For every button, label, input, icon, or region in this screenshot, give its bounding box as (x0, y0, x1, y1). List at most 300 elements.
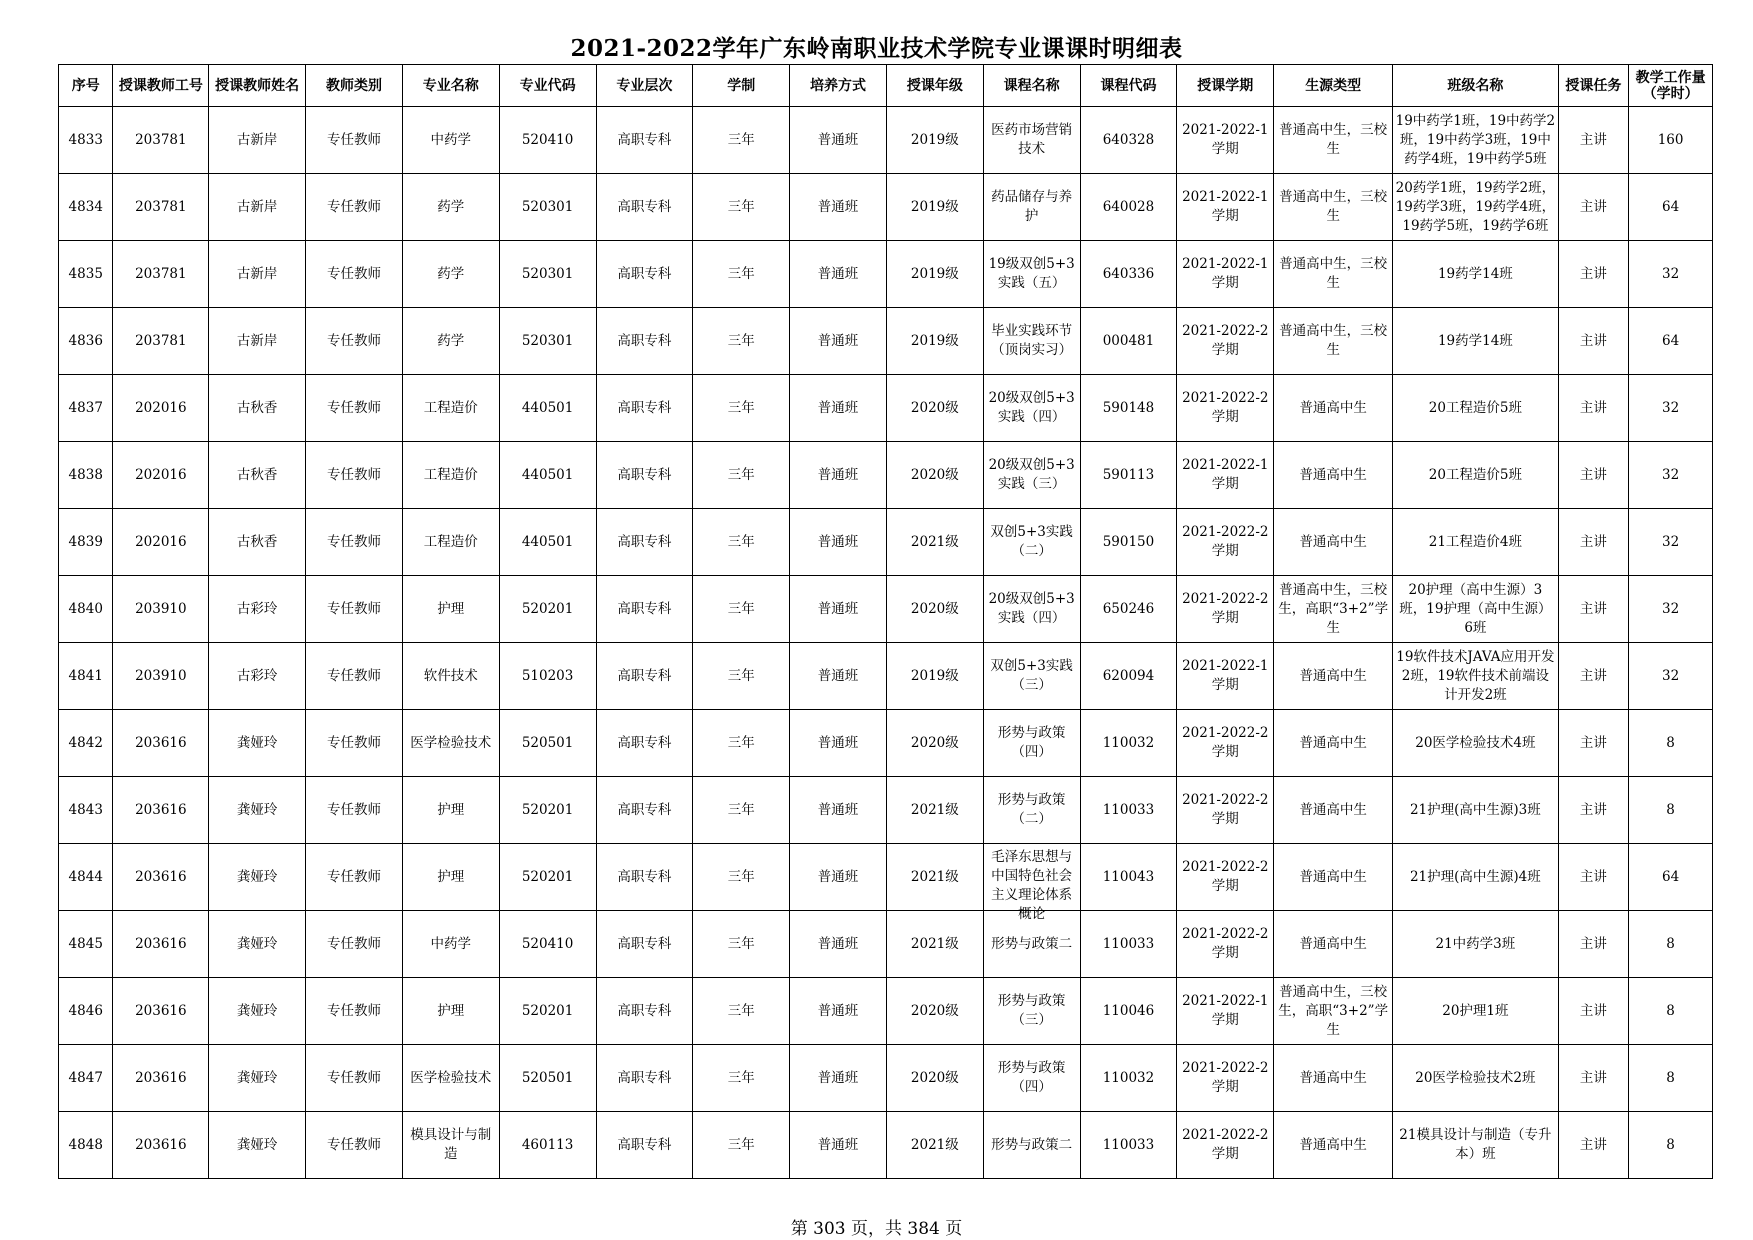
table-cell (1393, 777, 1558, 844)
table-cell (1393, 107, 1558, 174)
cell-text: 64 (1661, 198, 1680, 215)
cell-text: 主讲 (1579, 1069, 1607, 1086)
cell-text: 110033 (1102, 935, 1155, 952)
column-header: 教学工作量（学时） (1629, 65, 1713, 107)
cell-text: 203781 (135, 332, 187, 349)
table-cell (983, 710, 1080, 777)
cell-text: 2021-2022-2学期 (1182, 323, 1269, 358)
table-cell (1558, 107, 1629, 174)
cell-text: 590150 (1102, 533, 1155, 550)
cell-text: 590148 (1102, 399, 1155, 416)
cell-text: 203616 (135, 1002, 187, 1019)
table-cell (59, 375, 113, 442)
table-body (59, 107, 1713, 1179)
table-cell (790, 107, 887, 174)
cell-text: 三年 (727, 667, 755, 684)
table-cell (1274, 174, 1393, 241)
table-cell (1558, 308, 1629, 375)
table-cell (59, 1112, 113, 1179)
cell-text: 19中药学1班，19中药学2班，19中药学3班，19中药学4班，19中药学5班 (1395, 112, 1556, 167)
cell-text: 双创5+3实践（二） (990, 524, 1073, 559)
table-cell (1080, 576, 1177, 643)
cell-text: 普通班 (817, 332, 859, 349)
cell-text: 古秋香 (236, 533, 278, 550)
cell-text: 主讲 (1579, 332, 1607, 349)
column-header: 授课学期 (1177, 65, 1274, 107)
cell-text: 20工程造价5班 (1428, 466, 1523, 483)
table-cell (1177, 509, 1274, 576)
cell-text: 医药市场营销技术 (991, 122, 1073, 157)
cell-text: 普通班 (817, 399, 859, 416)
cell-text: 普通班 (817, 533, 859, 550)
cell-text: 专任教师 (326, 466, 381, 483)
cell-text: 21护理(高中生源)3班 (1409, 801, 1541, 818)
table-cell (306, 1112, 403, 1179)
cell-text: 三年 (727, 265, 755, 282)
table-cell (209, 844, 306, 911)
table-cell (209, 375, 306, 442)
cell-text: 2021级 (910, 868, 959, 885)
table-cell (209, 241, 306, 308)
table-cell (693, 174, 790, 241)
table-cell (1177, 174, 1274, 241)
cell-text: 32 (1661, 466, 1680, 483)
cell-text: 普通班 (817, 131, 859, 148)
cell-text: 药学 (437, 332, 465, 349)
cell-text: 2019级 (910, 198, 959, 215)
cell-text: 2021-2022-1学期 (1182, 256, 1269, 291)
cell-text: 普通高中生 (1299, 399, 1367, 416)
table-cell (983, 576, 1080, 643)
cell-text: 主讲 (1579, 1002, 1607, 1019)
table-cell (790, 1112, 887, 1179)
page-footer: 第 303 页，共 384 页 (790, 1219, 963, 1239)
column-header: 生源类型 (1274, 65, 1393, 107)
cell-text: 龚娅玲 (236, 935, 278, 952)
table-cell (1629, 844, 1713, 911)
cell-text: 药品储存与养护 (991, 189, 1073, 224)
cell-text: 19软件技术JAVA应用开发2班，19软件技术前端设计开发2班 (1396, 648, 1555, 703)
cell-text: 毕业实践环节（顶岗实习） (991, 323, 1073, 358)
table-cell (1080, 911, 1177, 978)
cell-text: 32 (1661, 600, 1680, 617)
table-cell (1274, 509, 1393, 576)
cell-text: 4843 (68, 801, 103, 818)
cell-text: 药学 (437, 198, 465, 215)
table-cell (983, 107, 1080, 174)
table-cell (306, 107, 403, 174)
table-cell (113, 107, 209, 174)
cell-text: 药学 (437, 265, 465, 282)
table-cell (209, 576, 306, 643)
table-cell (1558, 241, 1629, 308)
cell-text: 4847 (68, 1069, 103, 1086)
table-cell (596, 1112, 693, 1179)
cell-text: 19级双创5+3实践（五） (988, 256, 1075, 291)
cell-text: 古新岸 (236, 198, 278, 215)
cell-text: 高职专科 (617, 533, 672, 550)
table-cell (693, 1112, 790, 1179)
table-cell (1274, 375, 1393, 442)
cell-text: 专任教师 (326, 265, 381, 282)
table-cell (1393, 576, 1558, 643)
cell-text: 2021级 (910, 801, 959, 818)
table-cell (1393, 308, 1558, 375)
table-cell (499, 442, 596, 509)
cell-text: 主讲 (1579, 600, 1607, 617)
cell-text: 4839 (68, 533, 103, 550)
column-header: 教师类别 (306, 65, 403, 107)
table-cell (1393, 978, 1558, 1045)
table-cell (1393, 442, 1558, 509)
cell-text: 古秋香 (236, 399, 278, 416)
table-cell (886, 978, 983, 1045)
table-cell (693, 107, 790, 174)
table-cell (113, 1045, 209, 1112)
table-cell (1177, 308, 1274, 375)
table-cell (1274, 1112, 1393, 1179)
cell-text: 640328 (1102, 131, 1155, 148)
column-header: 培养方式 (790, 65, 887, 107)
table-cell (1274, 576, 1393, 643)
cell-text: 龚娅玲 (236, 734, 278, 751)
cell-text: 64 (1661, 868, 1680, 885)
cell-text: 形势与政策（二） (997, 792, 1066, 827)
cell-text: 普通班 (817, 1136, 859, 1153)
table-cell (1558, 174, 1629, 241)
table-cell (113, 643, 209, 710)
column-header: 课程代码 (1080, 65, 1177, 107)
table-cell (402, 241, 499, 308)
cell-text: 203616 (135, 935, 187, 952)
cell-text: 高职专科 (617, 868, 672, 885)
cell-text: 520201 (521, 600, 574, 617)
cell-text: 2019级 (910, 131, 959, 148)
cell-text: 普通高中生，三校生 (1279, 189, 1388, 224)
table-cell (596, 710, 693, 777)
cell-text: 203616 (135, 1136, 187, 1153)
table-cell (1393, 241, 1558, 308)
cell-text: 软件技术 (423, 667, 478, 684)
cell-text: 医学检验技术 (410, 734, 492, 751)
cell-text: 普通高中生 (1299, 734, 1367, 751)
cell-text: 古新岸 (236, 332, 278, 349)
cell-text: 普通高中生，三校生，高职“3+2”学生 (1278, 983, 1389, 1038)
column-header: 学制 (693, 65, 790, 107)
table-cell (693, 1045, 790, 1112)
cell-text: 三年 (727, 1069, 755, 1086)
table-cell (499, 643, 596, 710)
table-cell (1393, 844, 1558, 911)
table-cell (886, 643, 983, 710)
cell-text: 20级双创5+3实践（四） (988, 591, 1075, 626)
cell-text: 高职专科 (617, 466, 672, 483)
cell-text: 203616 (135, 1069, 187, 1086)
cell-text: 普通高中生 (1299, 868, 1367, 885)
cell-text: 2021-2022-2学期 (1182, 859, 1269, 894)
cell-text: 4844 (68, 868, 103, 885)
table-cell (596, 241, 693, 308)
table-cell (886, 107, 983, 174)
cell-text: 主讲 (1579, 131, 1607, 148)
table-cell (209, 174, 306, 241)
table-header-row (59, 65, 1713, 107)
table-cell (402, 375, 499, 442)
table-cell (306, 911, 403, 978)
cell-text: 专任教师 (326, 935, 381, 952)
table-cell (886, 1112, 983, 1179)
cell-text: 专任教师 (326, 801, 381, 818)
table-cell (1177, 241, 1274, 308)
table-cell (596, 911, 693, 978)
table-cell (402, 442, 499, 509)
cell-text: 110033 (1102, 801, 1155, 818)
cell-text: 2021-2022-2学期 (1182, 725, 1269, 760)
cell-text: 高职专科 (617, 131, 672, 148)
table-cell (1177, 911, 1274, 978)
table-cell (209, 1112, 306, 1179)
cell-text: 640336 (1102, 265, 1155, 282)
cell-text: 2021-2022-2学期 (1182, 390, 1269, 425)
cell-text: 高职专科 (617, 935, 672, 952)
cell-text: 三年 (727, 1002, 755, 1019)
table-cell (402, 844, 499, 911)
table-cell (983, 978, 1080, 1045)
table-cell (1274, 442, 1393, 509)
cell-text: 普通高中生 (1299, 1069, 1367, 1086)
table-cell (596, 576, 693, 643)
table-cell (209, 442, 306, 509)
table-cell (499, 911, 596, 978)
cell-text: 4837 (68, 399, 103, 416)
table-cell (790, 978, 887, 1045)
table-cell (983, 308, 1080, 375)
table-cell (113, 710, 209, 777)
table-cell (113, 241, 209, 308)
cell-text: 8 (1666, 734, 1675, 751)
cell-text: 专任教师 (326, 734, 381, 751)
table-row (59, 308, 1713, 375)
cell-text: 20医学检验技术2班 (1415, 1069, 1536, 1086)
cell-text: 2020级 (910, 466, 959, 483)
table-cell (499, 241, 596, 308)
table-cell (886, 442, 983, 509)
table-cell (59, 509, 113, 576)
table-cell (596, 375, 693, 442)
cell-text: 高职专科 (617, 1069, 672, 1086)
table-cell (402, 911, 499, 978)
cell-text: 203616 (135, 734, 187, 751)
table-cell (499, 375, 596, 442)
table-cell (1274, 643, 1393, 710)
table-cell (886, 509, 983, 576)
table-cell (1629, 978, 1713, 1045)
cell-text: 高职专科 (617, 801, 672, 818)
table-cell (113, 978, 209, 1045)
cell-text: 32 (1661, 533, 1680, 550)
table-cell (1393, 174, 1558, 241)
cell-text: 520201 (521, 801, 574, 818)
cell-text: 8 (1666, 1069, 1675, 1086)
column-header: 授课教师工号 (113, 65, 209, 107)
table-cell (1558, 911, 1629, 978)
table-cell (402, 978, 499, 1045)
cell-text: 8 (1666, 801, 1675, 818)
cell-text: 普通高中生 (1299, 801, 1367, 818)
cell-text: 110033 (1102, 1136, 1155, 1153)
table-cell (983, 1112, 1080, 1179)
cell-text: 普通班 (817, 1002, 859, 1019)
table-row (59, 710, 1713, 777)
table-cell (693, 844, 790, 911)
table-cell (1177, 777, 1274, 844)
table-cell (1629, 576, 1713, 643)
cell-text: 4842 (68, 734, 103, 751)
cell-text: 440501 (521, 399, 574, 416)
cell-text: 高职专科 (617, 399, 672, 416)
cell-text: 三年 (727, 533, 755, 550)
table-cell (1629, 241, 1713, 308)
cell-text: 2021-2022-2学期 (1182, 1127, 1269, 1162)
cell-text: 主讲 (1579, 667, 1607, 684)
cell-text: 护理 (437, 600, 465, 617)
cell-text: 专任教师 (326, 1136, 381, 1153)
column-header: 授课教师姓名 (209, 65, 306, 107)
cell-text: 三年 (727, 332, 755, 349)
cell-text: 龚娅玲 (236, 801, 278, 818)
table-cell (693, 509, 790, 576)
table-cell (59, 241, 113, 308)
table-cell (1080, 241, 1177, 308)
column-header: 序号 (59, 65, 113, 107)
cell-text: 普通高中生，三校生 (1279, 256, 1388, 291)
cell-text: 203910 (135, 667, 187, 684)
table-cell (113, 375, 209, 442)
table-cell (596, 442, 693, 509)
table-cell (1080, 442, 1177, 509)
cell-text: 专任教师 (326, 667, 381, 684)
table-cell (886, 375, 983, 442)
cell-text: 古秋香 (236, 466, 278, 483)
table-cell (1558, 1045, 1629, 1112)
cell-text: 2019级 (910, 265, 959, 282)
table-row (59, 241, 1713, 308)
cell-text: 三年 (727, 600, 755, 617)
cell-text: 普通高中生，三校生 (1279, 323, 1388, 358)
cell-text: 2020级 (910, 600, 959, 617)
cell-text: 203781 (135, 131, 187, 148)
table-cell (1177, 643, 1274, 710)
table-cell (886, 844, 983, 911)
cell-text: 主讲 (1579, 466, 1607, 483)
cell-text: 20级双创5+3实践（三） (988, 457, 1075, 492)
cell-text: 龚娅玲 (236, 1069, 278, 1086)
table-cell (306, 308, 403, 375)
cell-text: 普通高中生 (1299, 1136, 1367, 1153)
cell-text: 520201 (521, 868, 574, 885)
cell-text: 普通高中生，三校生，高职“3+2”学生 (1278, 581, 1389, 636)
cell-text: 护理 (437, 1002, 465, 1019)
table-cell (886, 576, 983, 643)
table-cell (306, 509, 403, 576)
table-cell (1629, 375, 1713, 442)
page-title: 2021-2022学年广东岭南职业技术学院专业课课时明细表 (570, 35, 1183, 62)
cell-text: 4840 (68, 600, 103, 617)
cell-text: 中药学 (430, 935, 472, 952)
cell-text: 主讲 (1579, 868, 1607, 885)
table-cell (983, 844, 1080, 922)
cell-text: 650246 (1102, 600, 1155, 617)
table-row (59, 844, 1713, 911)
cell-text: 普通高中生 (1299, 533, 1367, 550)
cell-text: 19药学14班 (1437, 265, 1513, 282)
cell-text: 毛泽东思想与中国特色社会主义理论体系概论 (991, 849, 1073, 922)
table-cell (1558, 576, 1629, 643)
table-cell (1080, 844, 1177, 911)
table-cell (1177, 442, 1274, 509)
table-cell (1274, 107, 1393, 174)
table-cell (1393, 375, 1558, 442)
cell-text: 工程造价 (423, 399, 478, 416)
table-cell (1558, 509, 1629, 576)
table-cell (209, 710, 306, 777)
table-cell (693, 911, 790, 978)
table-cell (209, 978, 306, 1045)
cell-text: 专任教师 (326, 1002, 381, 1019)
table-cell (1274, 308, 1393, 375)
cell-text: 8 (1666, 935, 1675, 952)
table-cell (59, 107, 113, 174)
table-cell (306, 576, 403, 643)
cell-text: 普通班 (817, 1069, 859, 1086)
table-cell (1629, 442, 1713, 509)
cell-text: 古新岸 (236, 265, 278, 282)
cell-text: 2021级 (910, 1136, 959, 1153)
cell-text: 4833 (68, 131, 103, 148)
table-cell (499, 576, 596, 643)
cell-text: 20级双创5+3实践（四） (988, 390, 1075, 425)
table-cell (790, 777, 887, 844)
cell-text: 2020级 (910, 734, 959, 751)
table-cell (790, 375, 887, 442)
table-cell (790, 509, 887, 576)
cell-text: 8 (1666, 1136, 1675, 1153)
cell-text: 2021-2022-2学期 (1182, 792, 1269, 827)
cell-text: 主讲 (1579, 801, 1607, 818)
cell-text: 普通高中生，三校生 (1279, 122, 1388, 157)
table-cell (886, 174, 983, 241)
cell-text: 三年 (727, 131, 755, 148)
table-cell (1629, 509, 1713, 576)
cell-text: 21工程造价4班 (1428, 533, 1523, 550)
table-cell (886, 241, 983, 308)
table-cell (1393, 911, 1558, 978)
cell-text: 520410 (521, 131, 574, 148)
cell-text: 640028 (1102, 198, 1155, 215)
table-cell (1274, 241, 1393, 308)
cell-text: 19药学14班 (1437, 332, 1513, 349)
table-row (59, 978, 1713, 1045)
table-cell (306, 978, 403, 1045)
cell-text: 模具设计与制造 (410, 1127, 492, 1162)
cell-text: 4834 (68, 198, 103, 215)
table-cell (693, 375, 790, 442)
table-cell (59, 643, 113, 710)
cell-text: 主讲 (1579, 935, 1607, 952)
cell-text: 21中药学3班 (1435, 935, 1516, 952)
table-cell (1177, 107, 1274, 174)
table-cell (113, 844, 209, 911)
